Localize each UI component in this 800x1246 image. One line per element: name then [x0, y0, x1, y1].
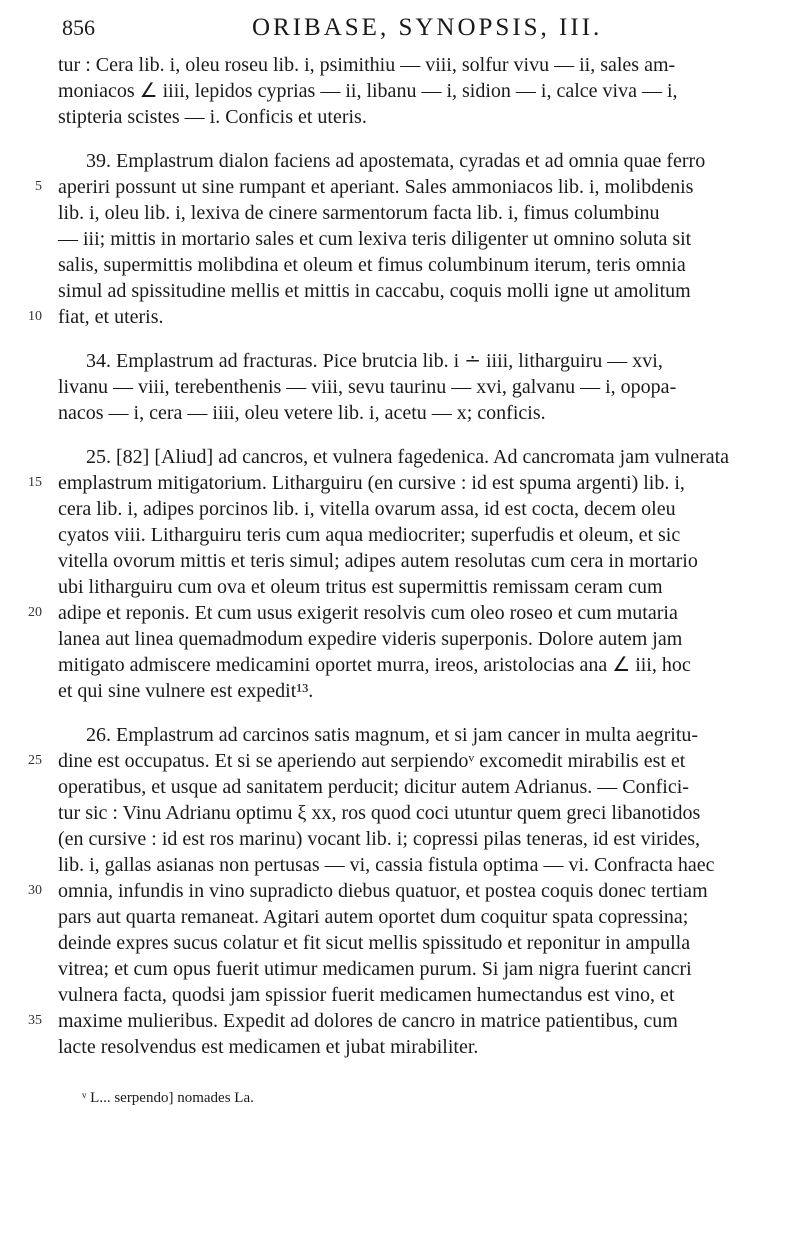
page-header [58, 14, 762, 48]
line-text: lib. i, gallas asianas non pertusas — vi, cassia fistula optima — vi. Confracta haec [58, 854, 715, 876]
line-text: vitella ovorum mittis et teris simul; adipes autem resolutas cum cera in mortario [58, 550, 698, 572]
line-text: aperiri possunt ut sine rumpant et aperiant. Sales ammoniacos lib. i, molibdenis [58, 176, 694, 198]
text-line [58, 522, 762, 548]
line-text: stipteria scistes — i. Conficis et uteris. [58, 106, 367, 128]
line-text: (en cursive : id est ros marinu) vocant lib. i; copressi pilas teneras, id est virides, [58, 828, 701, 850]
text-line [58, 348, 762, 374]
text-line [28, 304, 762, 330]
paragraph-gap [58, 704, 762, 722]
line-text: emplastrum mitigatorium. Litharguiru (en cursive : id est spuma argenti) lib. i, [58, 472, 685, 494]
text-line [58, 982, 762, 1008]
text-line [58, 574, 762, 600]
line-text: omnia, infundis in vino supradicto diebus quatuor, et postea coquis donec tertiam [58, 880, 708, 902]
paragraph-gap [58, 330, 762, 348]
text-line [58, 52, 762, 78]
text-line [58, 722, 762, 748]
line-text: adipe et reponis. Et cum usus exigerit resolvis cum oleo roseo et cum mutaria [58, 602, 678, 624]
page-number: 856 [62, 15, 95, 40]
footnote: ᵛ L... serpendo] nomades La. [82, 1090, 254, 1106]
line-text: 34. Emplastrum ad fracturas. Pice brutcia lib. i ∸ iiii, litharguiru — xvi, [86, 350, 663, 372]
text-line [58, 930, 762, 956]
line-text: fiat, et uteris. [58, 306, 164, 328]
text-line [58, 374, 762, 400]
line-text: operatibus, et usque ad sanitatem perducit; dicitur autem Adrianus. — Confici- [58, 776, 689, 798]
paragraph [58, 348, 762, 426]
body-text [28, 52, 762, 1060]
text-line [58, 226, 762, 252]
text-line [58, 678, 762, 704]
line-text: ubi litharguiru cum ova et oleum tritus est supermittis remissam ceram cum [58, 576, 663, 598]
paragraph [28, 148, 762, 330]
line-number: 10 [28, 309, 42, 324]
text-line [58, 148, 762, 174]
text-line [58, 400, 762, 426]
line-text: 25. [82] [Aliud] ad cancros, et vulnera fagedenica. Ad cancromata jam vulnerata [86, 446, 730, 468]
text-line [58, 956, 762, 982]
text-line [58, 200, 762, 226]
line-number: 30 [28, 883, 42, 898]
line-text: — iii; mittis in mortario sales et cum lexiva teris diligenter ut omnino soluta sit [58, 228, 692, 250]
line-text: livanu — viii, terebenthenis — viii, sevu taurinu — xvi, galvanu — i, opopa- [58, 376, 677, 398]
text-line [28, 878, 762, 904]
line-text: lanea aut linea quemadmodum expedire videris superponis. Dolore autem jam [58, 628, 683, 650]
line-text: mitigato admiscere medicamini oportet murra, ireos, aristolocias ana ∠ iii, hoc [58, 654, 691, 676]
text-line [58, 252, 762, 278]
line-number: 25 [28, 753, 42, 768]
text-line [58, 652, 762, 678]
line-text: salis, supermittis molibdina et oleum et fimus columbinum iterum, teris omnia [58, 254, 686, 276]
paragraph-gap [58, 426, 762, 444]
line-text: vitrea; et cum opus fuerit utimur medicamen purum. Si jam nigra fuerint cancri [58, 958, 692, 980]
line-text: cera lib. i, adipes porcinos lib. i, vitella ovarum assa, id est cocta, decem oleu [58, 498, 676, 520]
line-text: lib. i, oleu lib. i, lexiva de cinere sarmentorum facta lib. i, fimus columbinu [58, 202, 660, 224]
line-text: tur : Cera lib. i, oleu roseu lib. i, psimithiu — viii, solfur vivu — ii, sales am- [58, 54, 676, 76]
text-line [58, 800, 762, 826]
line-text: maxime mulieribus. Expedit ad dolores de cancro in matrice patientibus, cum [58, 1010, 678, 1032]
line-text: deinde expres sucus colatur et fit sicut mellis spissitudo et reponitur in ampulla [58, 932, 691, 954]
line-text: pars aut quarta remaneat. Agitari autem oportet dum coquitur spata copressina; [58, 906, 689, 928]
text-line [58, 496, 762, 522]
text-line [58, 78, 762, 104]
text-line [58, 826, 762, 852]
line-text: tur sic : Vinu Adrianu optimu ξ xx, ros quod coci utuntur quem greci libanotidos [58, 802, 701, 824]
paragraph-gap [58, 130, 762, 148]
line-text: nacos — i, cera — iiii, oleu vetere lib. i, acetu — x; conficis. [58, 402, 546, 424]
text-line [58, 1034, 762, 1060]
text-line [28, 1008, 762, 1034]
text-line [28, 748, 762, 774]
paragraph [28, 444, 762, 704]
line-number: 20 [28, 605, 42, 620]
line-text: dine est occupatus. Et si se aperiendo aut serpiendoᵛ excomedit mirabilis est et [58, 750, 686, 772]
text-line [58, 626, 762, 652]
line-number: 15 [28, 475, 42, 490]
line-text: et qui sine vulnere est expedit¹³. [58, 680, 314, 702]
line-text: moniacos ∠ iiii, lepidos cyprias — ii, libanu — i, sidion — i, calce viva — i, [58, 80, 678, 102]
text-line [35, 174, 762, 200]
text-line [58, 852, 762, 878]
text-line [58, 278, 762, 304]
line-number: 5 [35, 179, 42, 194]
paragraph [58, 52, 762, 130]
line-number: 35 [28, 1013, 42, 1028]
text-line [58, 444, 762, 470]
line-text: simul ad spissitudine mellis et mittis in caccabu, coquis molli igne ut amolitum [58, 280, 691, 302]
running-head: ORIBASE, SYNOPSIS, III. [252, 14, 603, 41]
text-line [58, 548, 762, 574]
text-line [28, 600, 762, 626]
line-text: 26. Emplastrum ad carcinos satis magnum, et si jam cancer in multa aegritu- [86, 724, 699, 746]
line-text: vulnera facta, quodsi jam spissior fuerit medicamen humectandus est vino, et [58, 984, 675, 1006]
paragraph [28, 722, 762, 1060]
text-line [58, 104, 762, 130]
line-text: 39. Emplastrum dialon faciens ad apostemata, cyradas et ad omnia quae ferro [86, 150, 706, 172]
line-text: cyatos viii. Litharguiru teris cum aqua mediocriter; superfudis et oleum, et sic [58, 524, 681, 546]
line-text: lacte resolvendus est medicamen et jubat mirabiliter. [58, 1036, 479, 1058]
text-line [28, 470, 762, 496]
text-line [58, 904, 762, 930]
text-line [58, 774, 762, 800]
